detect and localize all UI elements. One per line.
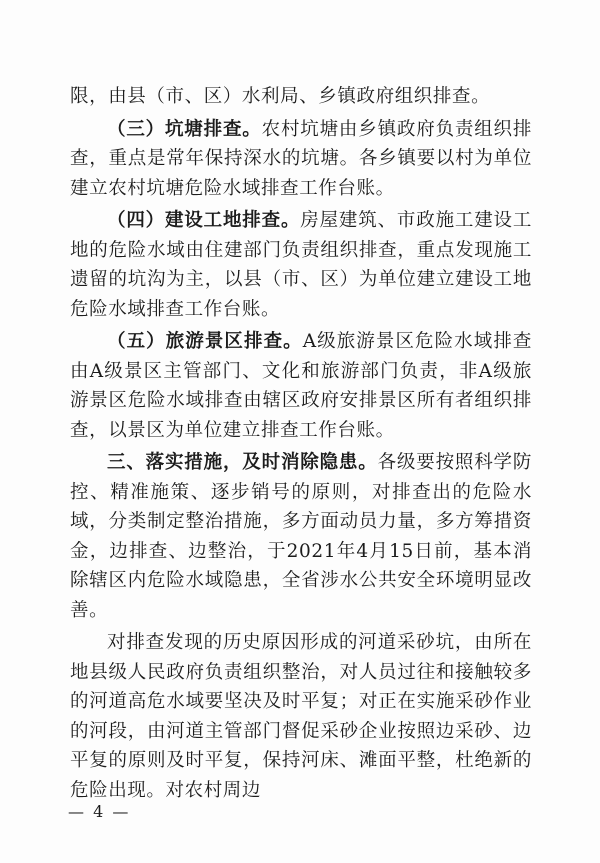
paragraph-1 bbox=[70, 82, 532, 112]
page-number: — 4 — bbox=[68, 802, 131, 821]
paragraph-4 bbox=[70, 327, 532, 445]
paragraph-2-heading: （三）坑塘排查。 bbox=[107, 118, 262, 140]
paragraph-1-text: 限，由县（市、区）水利局、乡镇政府组织排查。 bbox=[70, 86, 491, 107]
paragraph-3-heading: （四）建设工地排查。 bbox=[107, 210, 301, 231]
paragraph-4-heading: （五）旅游景区排查。 bbox=[107, 331, 303, 352]
document-body bbox=[70, 82, 532, 808]
paragraph-5-text: 各级要按照科学防控、精准施策、逐步销号的原则，对排查出的危险水域，分类制定整治措施，多方面动员力量，多方筹措资金，边排查、边整治，于2021年4月15日前，基本消除辖区内危险水域隐患，全省涉水公共安全环境明显改善。 bbox=[70, 452, 532, 621]
paragraph-5-heading: 三、落实措施，及时消除隐患。 bbox=[107, 452, 378, 473]
paragraph-6-text: 对排查发现的历史原因形成的河道采砂坑，由所在地县级人民政府负责组织整治，对人员过往和接触较多的河道高危水域要坚决及时平复；对正在实施采砂作业的河段，由河道主管部门督促采砂企业按照边采砂、边平复的原则及时平复，保持河床、滩面平整，杜绝新的危险出现。对农村周边 bbox=[70, 632, 532, 801]
paragraph-5 bbox=[70, 448, 532, 625]
paragraph-2 bbox=[70, 115, 532, 204]
paragraph-6 bbox=[70, 628, 532, 805]
paragraph-2-text: 农村坑塘由乡镇政府负责组织排查，重点是常年保持深水的坑塘。各乡镇要以村为单位建立农村坑塘危险水域排查工作台账。 bbox=[70, 118, 532, 199]
paragraph-3 bbox=[70, 206, 532, 324]
paragraph-3-text: 房屋建筑、市政施工建设工地的危险水域由住建部门负责组织排查，重点发现施工遗留的坑沟为主，以县（市、区）为单位建立建设工地危险水域排查工作台账。 bbox=[70, 210, 532, 320]
paragraph-4-text: A级旅游景区危险水域排查由A级景区主管部门、文化和旅游部门负责，非A级旅游景区危险水域排查由辖区政府安排景区所有者组织排查，以景区为单位建立排查工作台账。 bbox=[70, 331, 532, 441]
